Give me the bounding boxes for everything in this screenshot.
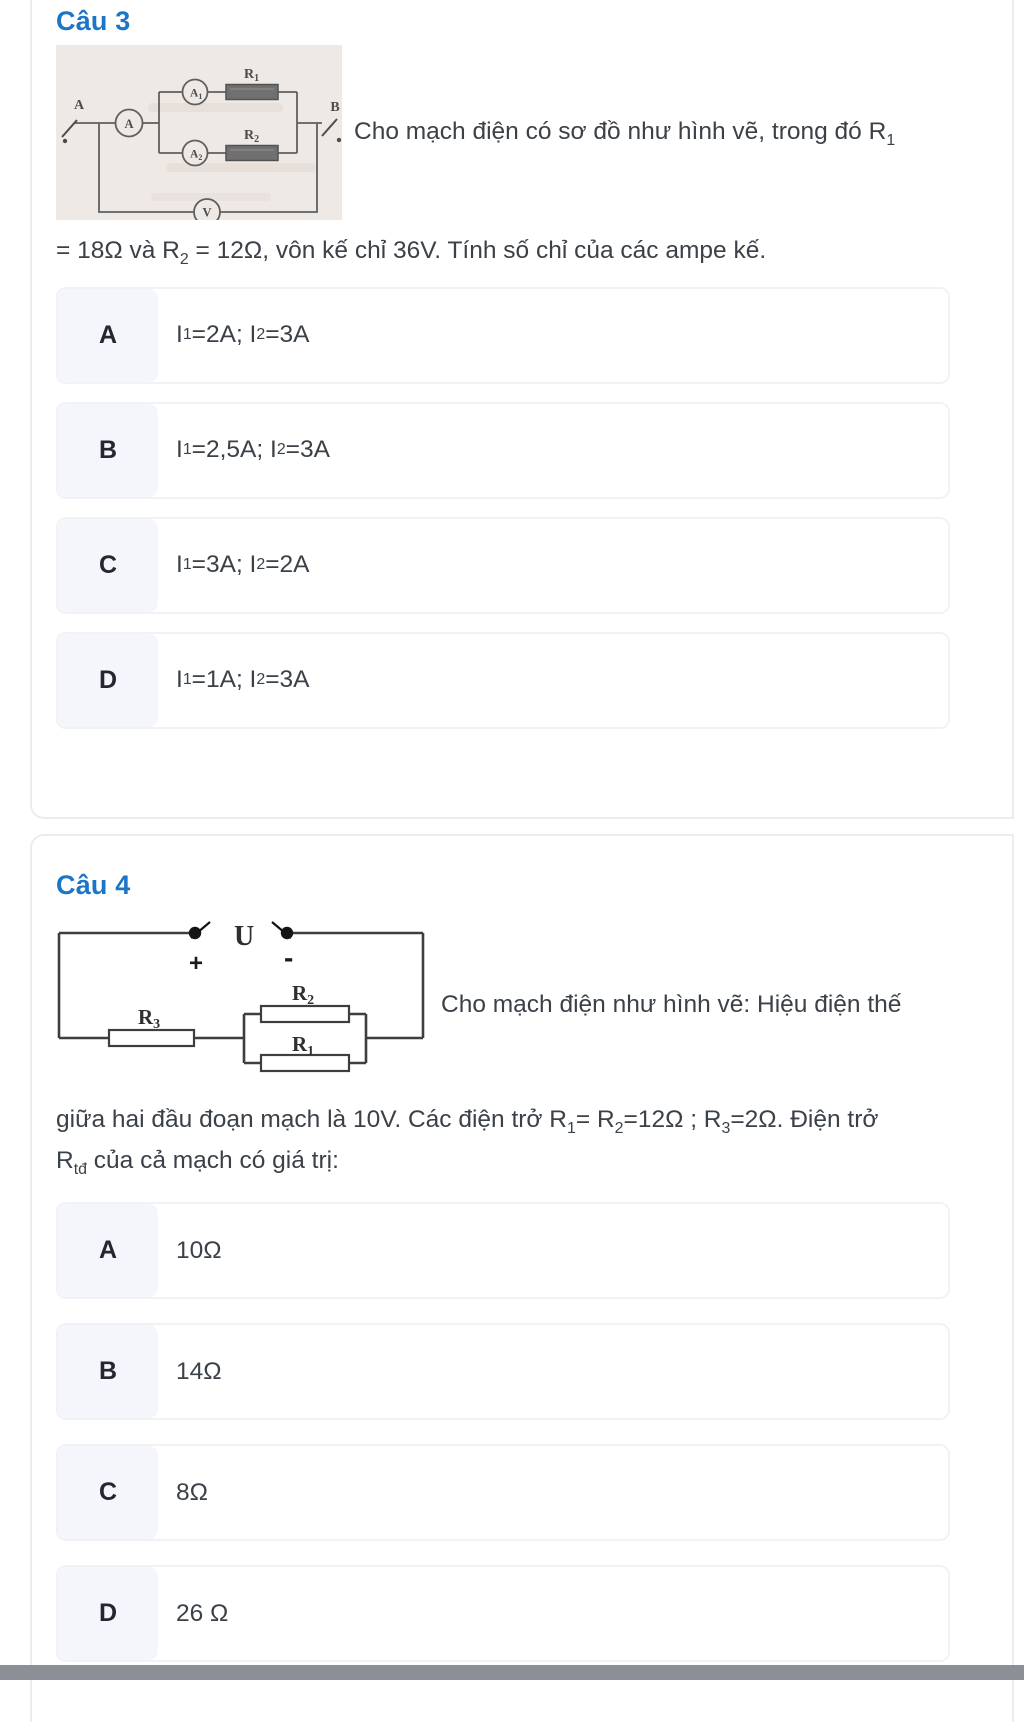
ammeter-main-label: A	[124, 117, 134, 131]
option-row-b[interactable]	[56, 1323, 950, 1420]
question-3-title: Câu 3	[56, 6, 131, 36]
question-4-card	[30, 834, 1014, 1722]
ammeter-2-label: $A_2$	[190, 148, 203, 162]
resistor-r3-box	[109, 1030, 194, 1046]
plus-sign: +	[189, 949, 204, 977]
terminal-b-label: B	[330, 100, 340, 115]
question-4-title: Câu 4	[56, 869, 131, 900]
option-letter: A	[58, 1204, 158, 1297]
resistor-r2-label: R2	[292, 980, 315, 1008]
resistor-r1-label: R1	[292, 1031, 315, 1059]
option-row-c[interactable]	[56, 1444, 950, 1541]
option-row-a[interactable]	[56, 287, 950, 384]
option-letter: A	[58, 289, 158, 382]
question-4-text-line3: $R_{tđ}$ của cả mạch có giá trị:	[56, 1146, 339, 1178]
terminal-a-label: A	[73, 98, 85, 113]
resistor-r1-box	[261, 1055, 349, 1071]
option-letter: C	[58, 519, 158, 612]
option-row-d[interactable]	[56, 1565, 950, 1662]
circuit-figure-q3	[56, 45, 342, 220]
question-3-options	[56, 287, 988, 729]
ammeter-1-label: $A_1$	[190, 87, 203, 101]
option-letter: D	[58, 1567, 158, 1660]
question-3-text-line1: Cho mạch điện có sơ đồ như hình vẽ, trong đó $R_1$	[354, 118, 896, 149]
option-letter: C	[58, 1446, 158, 1539]
option-letter: B	[58, 1325, 158, 1418]
option-row-c[interactable]	[56, 517, 950, 614]
circuit-diagram-q3	[56, 45, 342, 220]
question-3-card	[30, 0, 1014, 819]
question-4-options	[56, 1202, 988, 1662]
resistor-r2-label: $R_2$	[244, 128, 260, 145]
question-3-text-line2: = 18Ω và $R_2 = 12\Omega$, vôn kế chỉ 36V. Tính số chỉ của các ampe kế.	[56, 237, 767, 268]
option-row-d[interactable]	[56, 632, 950, 729]
resistor-r2-box	[261, 1006, 349, 1022]
circuit-diagram-q4	[56, 921, 431, 1091]
option-row-a[interactable]	[56, 1202, 950, 1299]
question-4-text-line2: giữa hai đầu đoạn mạch là 10V. Các điện trở $R_1= R_2=12\Omega$ ; $R_3=2\Omega$. Điện trở	[56, 1105, 879, 1137]
option-letter: B	[58, 404, 158, 497]
option-value: 8Ω	[176, 1478, 208, 1506]
voltage-u-label: U	[234, 920, 255, 952]
option-value: 10Ω	[176, 1236, 222, 1264]
resistor-r3-label: R3	[138, 1004, 161, 1032]
option-row-b[interactable]	[56, 402, 950, 499]
option-letter: D	[58, 634, 158, 727]
option-value: 14Ω	[176, 1357, 222, 1385]
question-4-text-line1: Cho mạch điện như hình vẽ: Hiệu điện thế	[441, 991, 902, 1019]
option-value: I 1 =1A; I 2 =3A	[176, 666, 310, 694]
resistor-r1-label: $R_1$	[244, 67, 260, 84]
option-value: I 1 =2,5A; I 2 =3A	[176, 436, 330, 464]
voltmeter-label: V	[202, 205, 212, 220]
option-value: I 1 =3A; I 2 =2A	[176, 551, 310, 579]
option-value: I 1 =2A; I 2 =3A	[176, 321, 310, 349]
resistor-r1-q3	[226, 85, 278, 100]
option-value: 26 Ω	[176, 1599, 229, 1627]
minus-sign: -	[284, 941, 294, 973]
resistor-r2-q3	[226, 146, 278, 161]
page-bottom-bar	[0, 1665, 1024, 1680]
